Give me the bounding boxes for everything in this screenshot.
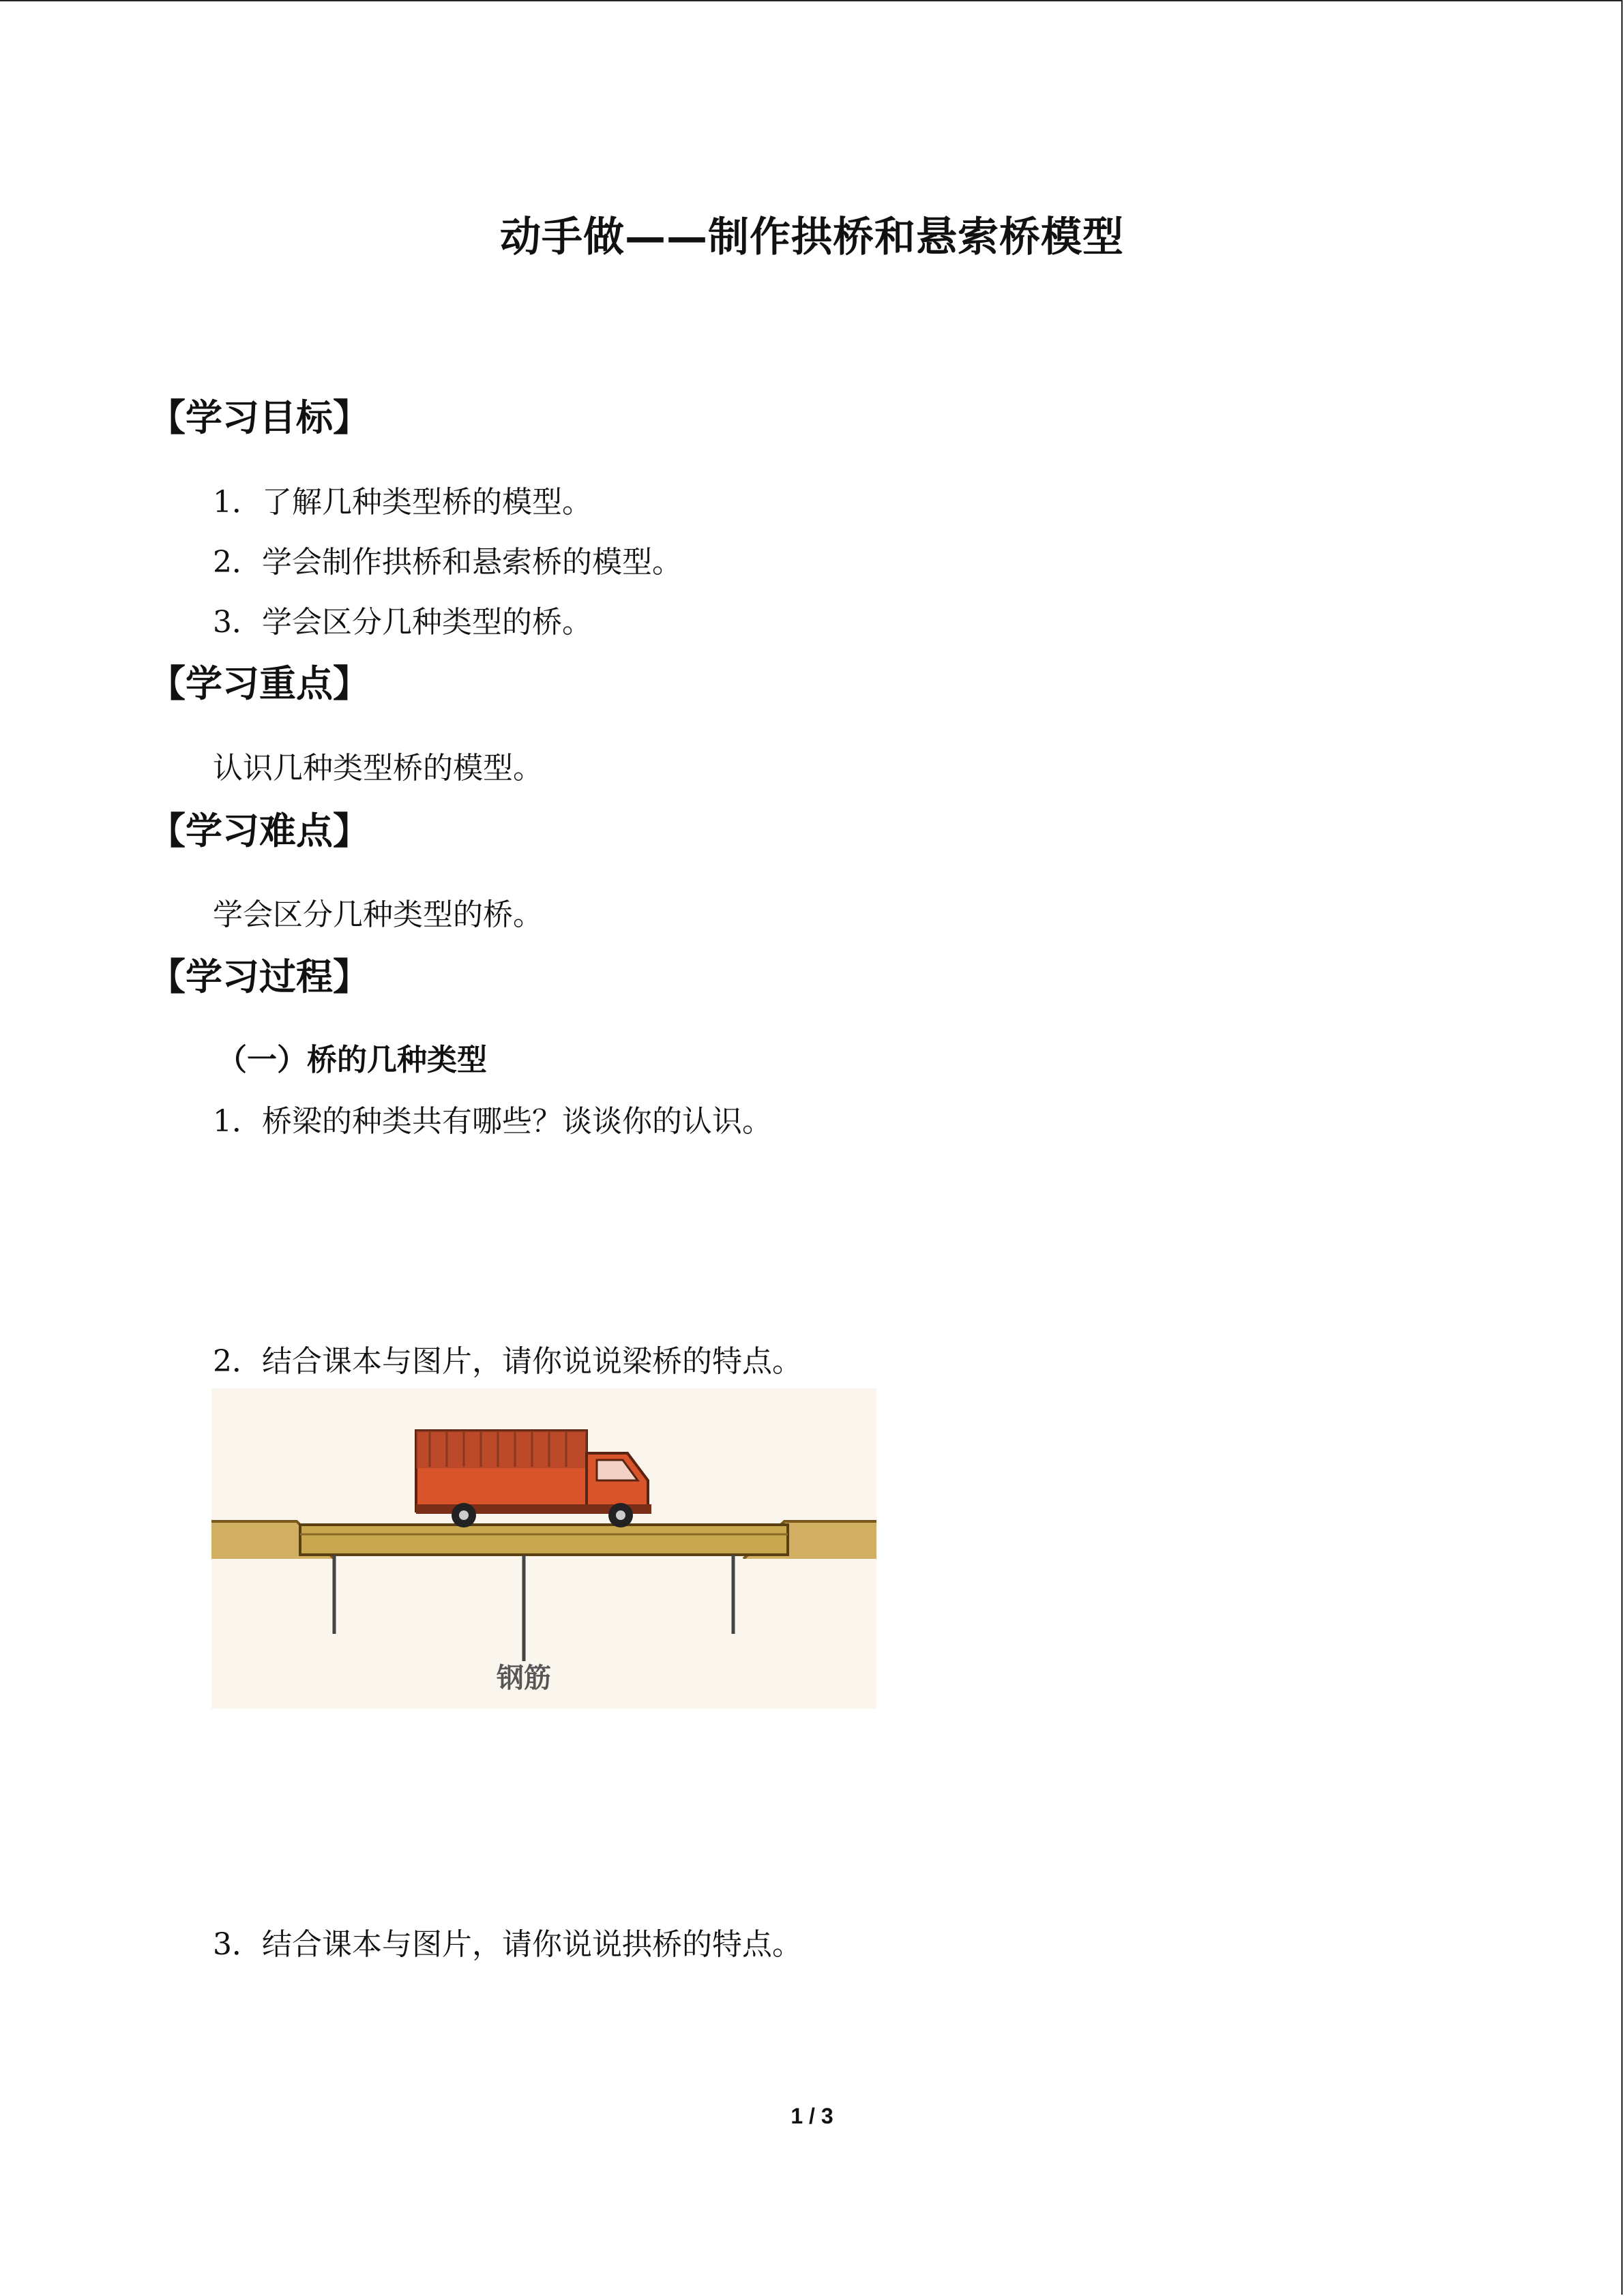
heading-difficulties: 【学习难点】 — [149, 809, 370, 852]
beam-bridge-figure — [211, 1388, 876, 1709]
document-title: 动手做——制作拱桥和悬索桥模型 — [500, 213, 1124, 261]
objective-item-1: 1．了解几种类型桥的模型。 — [213, 485, 592, 520]
beam-bridge-illustration — [211, 1388, 876, 1709]
difficulties-text: 学会区分几种类型的桥。 — [213, 897, 543, 932]
bridge-deck — [300, 1525, 788, 1555]
question-1: 1．桥梁的种类共有哪些？谈谈你的认识。 — [213, 1104, 772, 1139]
question-2: 2．结合课本与图片，请你说说梁桥的特点。 — [213, 1344, 802, 1379]
truck-cargo-slats — [416, 1431, 587, 1468]
heading-process: 【学习过程】 — [149, 955, 370, 998]
key-points-text: 认识几种类型桥的模型。 — [213, 751, 543, 786]
rebar-label: 钢筋 — [497, 1662, 551, 1694]
question-3: 3．结合课本与图片，请你说说拱桥的特点。 — [213, 1927, 802, 1962]
heading-objectives: 【学习目标】 — [149, 396, 370, 439]
objective-item-3: 3．学会区分几种类型的桥。 — [213, 605, 592, 640]
objective-item-2: 2．学会制作拱桥和悬索桥的模型。 — [213, 545, 682, 580]
heading-key-points: 【学习重点】 — [149, 662, 370, 705]
page-number: 1 / 3 — [791, 2104, 833, 2128]
process-subheading: （一）桥的几种类型 — [217, 1043, 487, 1077]
